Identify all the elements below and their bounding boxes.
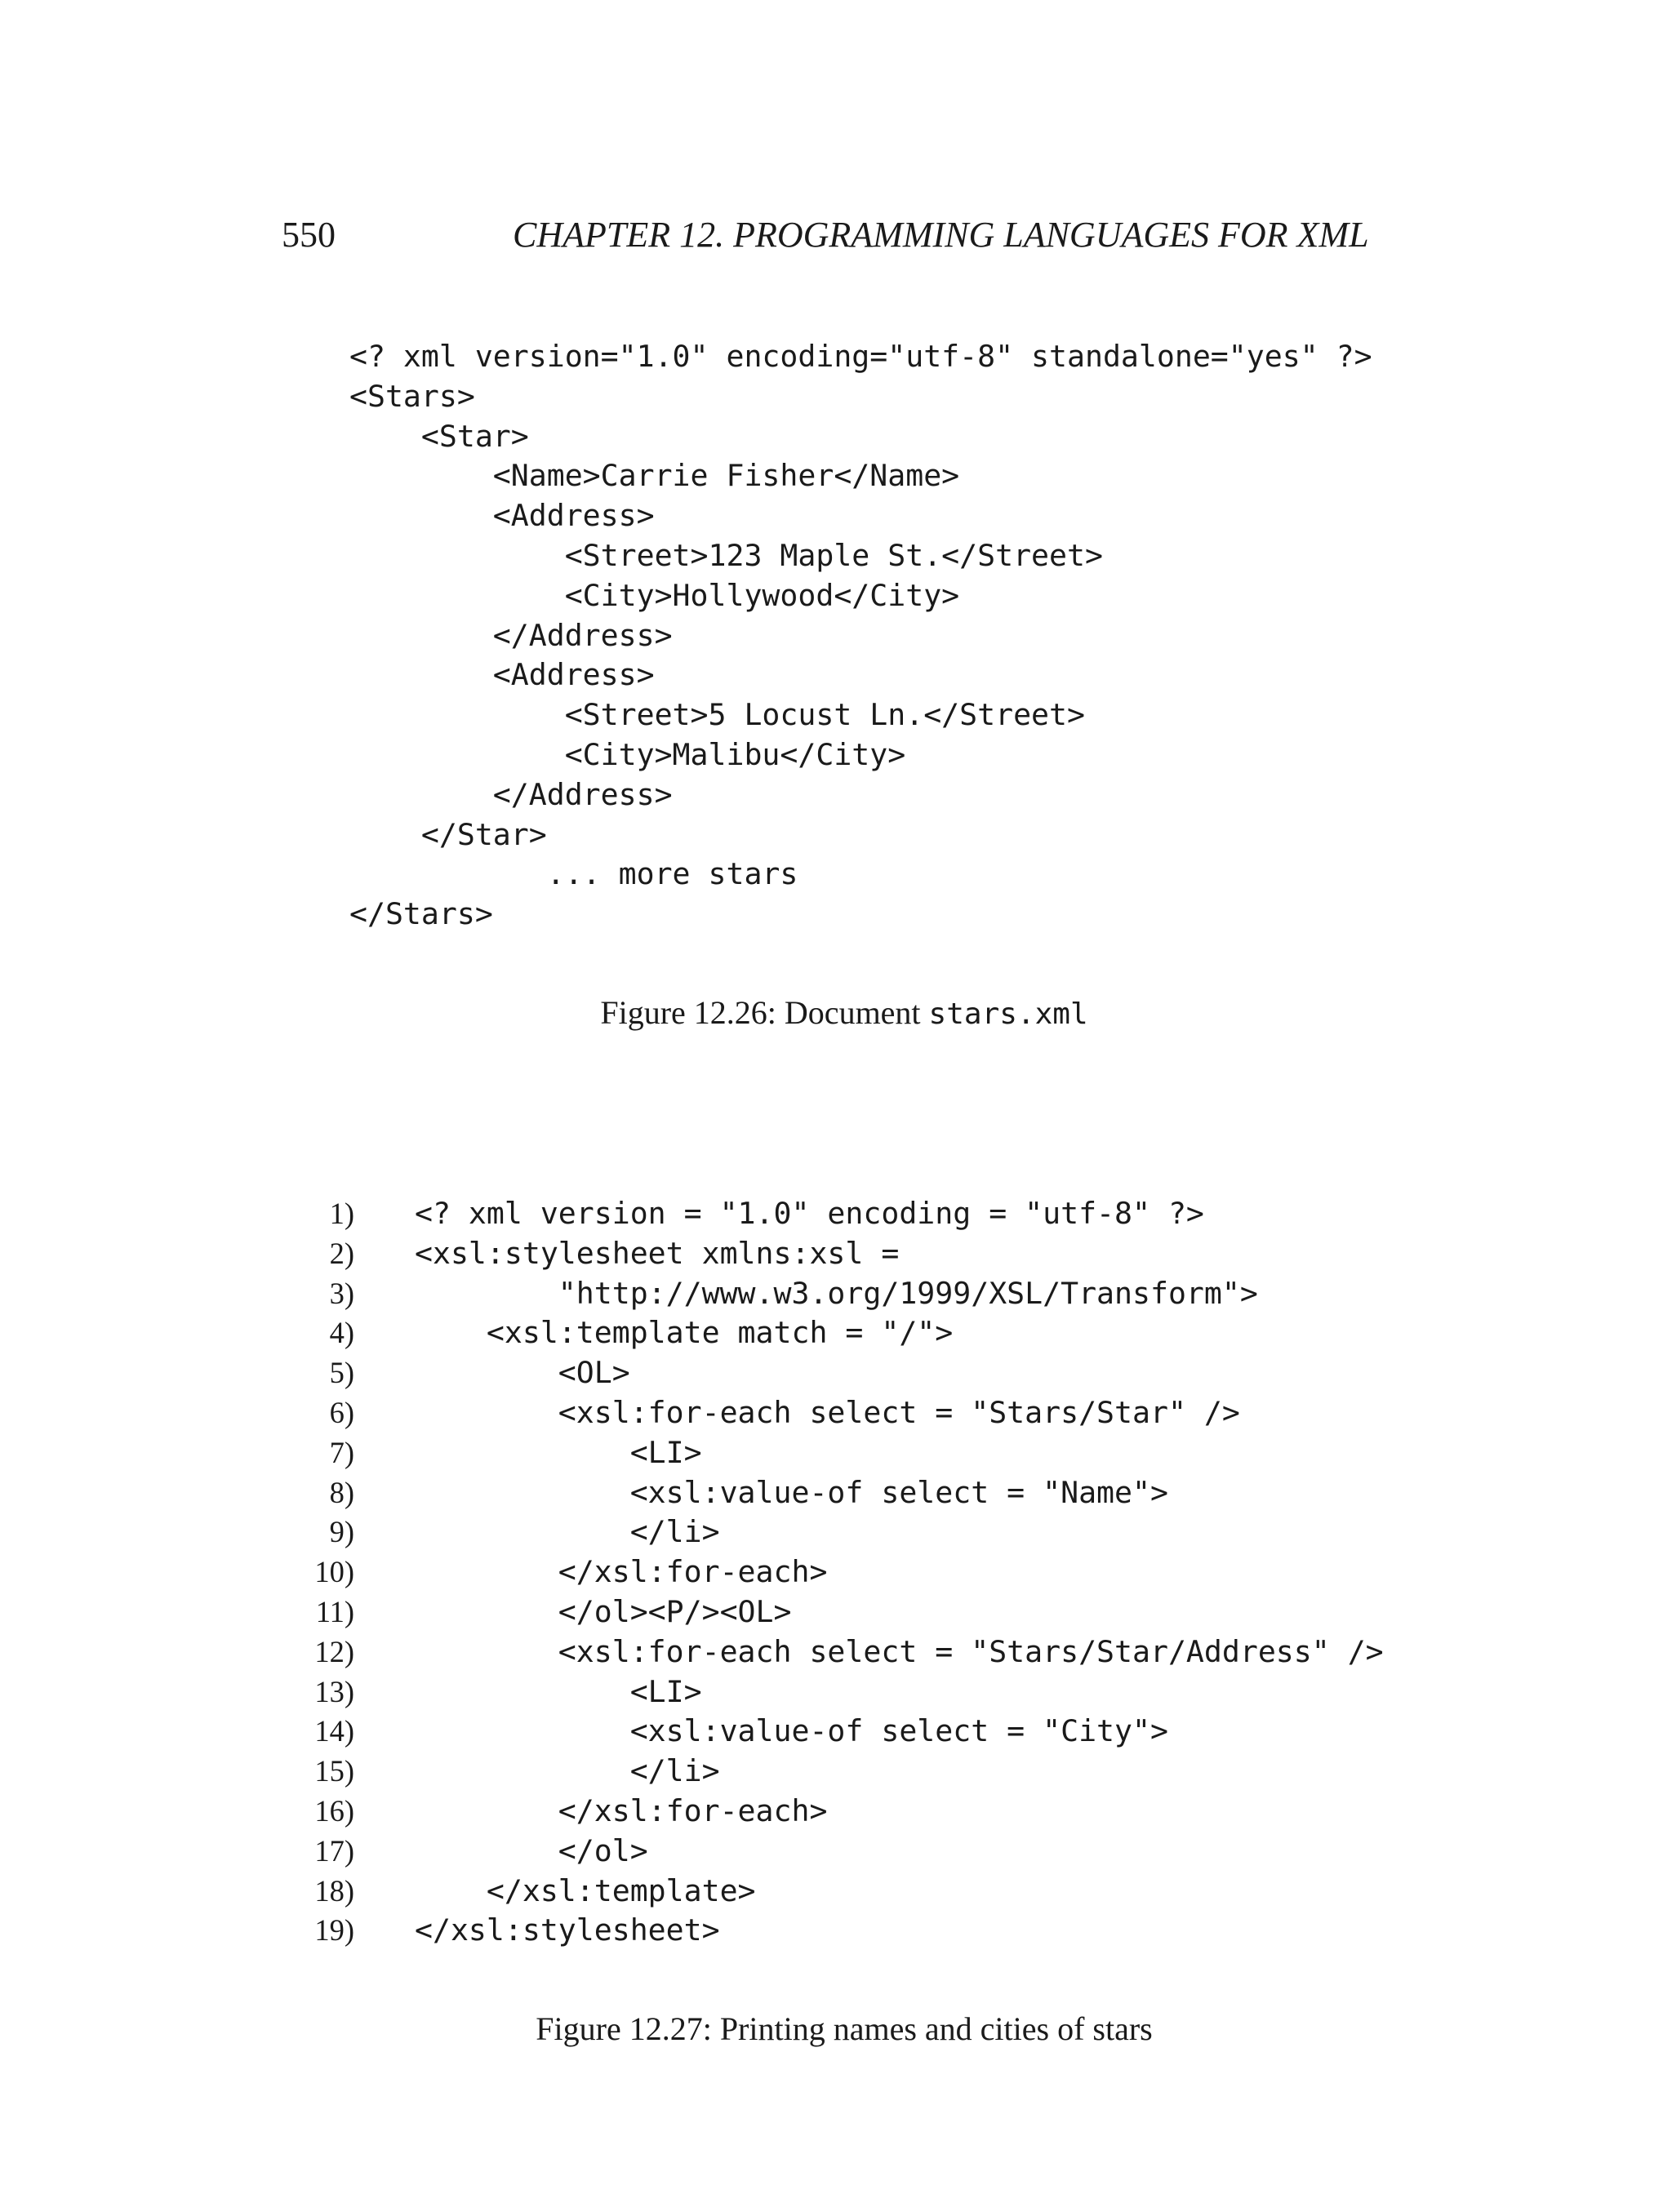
code-line: </Star> bbox=[349, 816, 547, 852]
line-number: 13) bbox=[314, 1674, 354, 1708]
code-line: <Address> bbox=[349, 657, 655, 693]
code-line: <xsl:value-of select = "Name"> bbox=[415, 1474, 1168, 1510]
line-number: 10) bbox=[314, 1555, 354, 1589]
xslt-listing bbox=[415, 1194, 1384, 1951]
line-number: 16) bbox=[314, 1793, 354, 1828]
code-line: <LI> bbox=[415, 1673, 702, 1709]
figure-caption-12-26 bbox=[8, 993, 1672, 1034]
code-line: <City>Malibu</City> bbox=[349, 736, 906, 772]
code-line: <OL> bbox=[415, 1355, 630, 1391]
line-number: 15) bbox=[314, 1754, 354, 1788]
line-number: 6) bbox=[329, 1395, 354, 1429]
line-number: 8) bbox=[329, 1475, 354, 1509]
stars-xml-listing bbox=[349, 337, 1372, 935]
figure-caption-12-27: Figure 12.27: Printing names and cities of stars bbox=[536, 2010, 1153, 2047]
code-line: <Stars> bbox=[349, 378, 475, 414]
line-number: 5) bbox=[329, 1356, 354, 1390]
line-number: 14) bbox=[314, 1714, 354, 1748]
code-line: </li> bbox=[415, 1514, 720, 1550]
running-head: CHAPTER 12. PROGRAMMING LANGUAGES FOR XML bbox=[513, 215, 1369, 255]
line-number: 12) bbox=[314, 1634, 354, 1668]
caption-text: Figure 12.26: Document bbox=[600, 994, 929, 1031]
caption-filename: stars.xml bbox=[928, 997, 1088, 1031]
code-line: <? xml version = "1.0" encoding = "utf-8" ?> bbox=[415, 1196, 1204, 1231]
code-line: </Address> bbox=[349, 617, 673, 653]
code-line: </ol> bbox=[415, 1832, 648, 1868]
code-line: ... more stars bbox=[349, 856, 798, 892]
line-number: 3) bbox=[329, 1276, 354, 1310]
code-line: <LI> bbox=[415, 1434, 702, 1470]
line-number: 4) bbox=[329, 1316, 354, 1350]
code-line: </Address> bbox=[349, 776, 673, 812]
code-line: <Name>Carrie Fisher</Name> bbox=[349, 458, 960, 494]
line-number: 2) bbox=[329, 1236, 354, 1270]
line-number: 7) bbox=[329, 1435, 354, 1469]
code-line: <? xml version="1.0" encoding="utf-8" standalone="yes" ?> bbox=[349, 339, 1372, 374]
code-line: <xsl:for-each select = "Stars/Star/Address" /> bbox=[415, 1633, 1384, 1669]
line-number: 11) bbox=[315, 1594, 354, 1628]
line-number: 17) bbox=[314, 1833, 354, 1868]
code-line: </Stars> bbox=[349, 896, 493, 932]
code-line: <xsl:template match = "/"> bbox=[415, 1315, 954, 1351]
code-line: "http://www.w3.org/1999/XSL/Transform"> bbox=[415, 1275, 1258, 1311]
code-line: <xsl:for-each select = "Stars/Star" /> bbox=[415, 1394, 1240, 1430]
line-number: 1) bbox=[329, 1197, 354, 1230]
line-number-column bbox=[287, 1194, 354, 1951]
line-number: 19) bbox=[314, 1913, 354, 1948]
code-line: <Street>123 Maple St.</Street> bbox=[349, 537, 1103, 573]
code-line: <Street>5 Locust Ln.</Street> bbox=[349, 697, 1085, 733]
code-line: </xsl:template> bbox=[415, 1872, 756, 1908]
code-line: </ol><P/><OL> bbox=[415, 1593, 792, 1629]
code-line: </xsl:for-each> bbox=[415, 1554, 828, 1590]
code-line: <City>Hollywood</City> bbox=[349, 577, 960, 613]
code-line: <Address> bbox=[349, 498, 655, 534]
code-line: </xsl:stylesheet> bbox=[415, 1912, 720, 1948]
page-number: 550 bbox=[282, 215, 336, 255]
code-line: </xsl:for-each> bbox=[415, 1792, 828, 1828]
code-line: <xsl:stylesheet xmlns:xsl = bbox=[415, 1235, 900, 1271]
code-line: </li> bbox=[415, 1753, 720, 1789]
code-line: <Star> bbox=[349, 418, 529, 454]
line-number: 18) bbox=[314, 1873, 354, 1908]
code-line: <xsl:value-of select = "City"> bbox=[415, 1713, 1168, 1749]
line-number: 9) bbox=[329, 1515, 354, 1549]
